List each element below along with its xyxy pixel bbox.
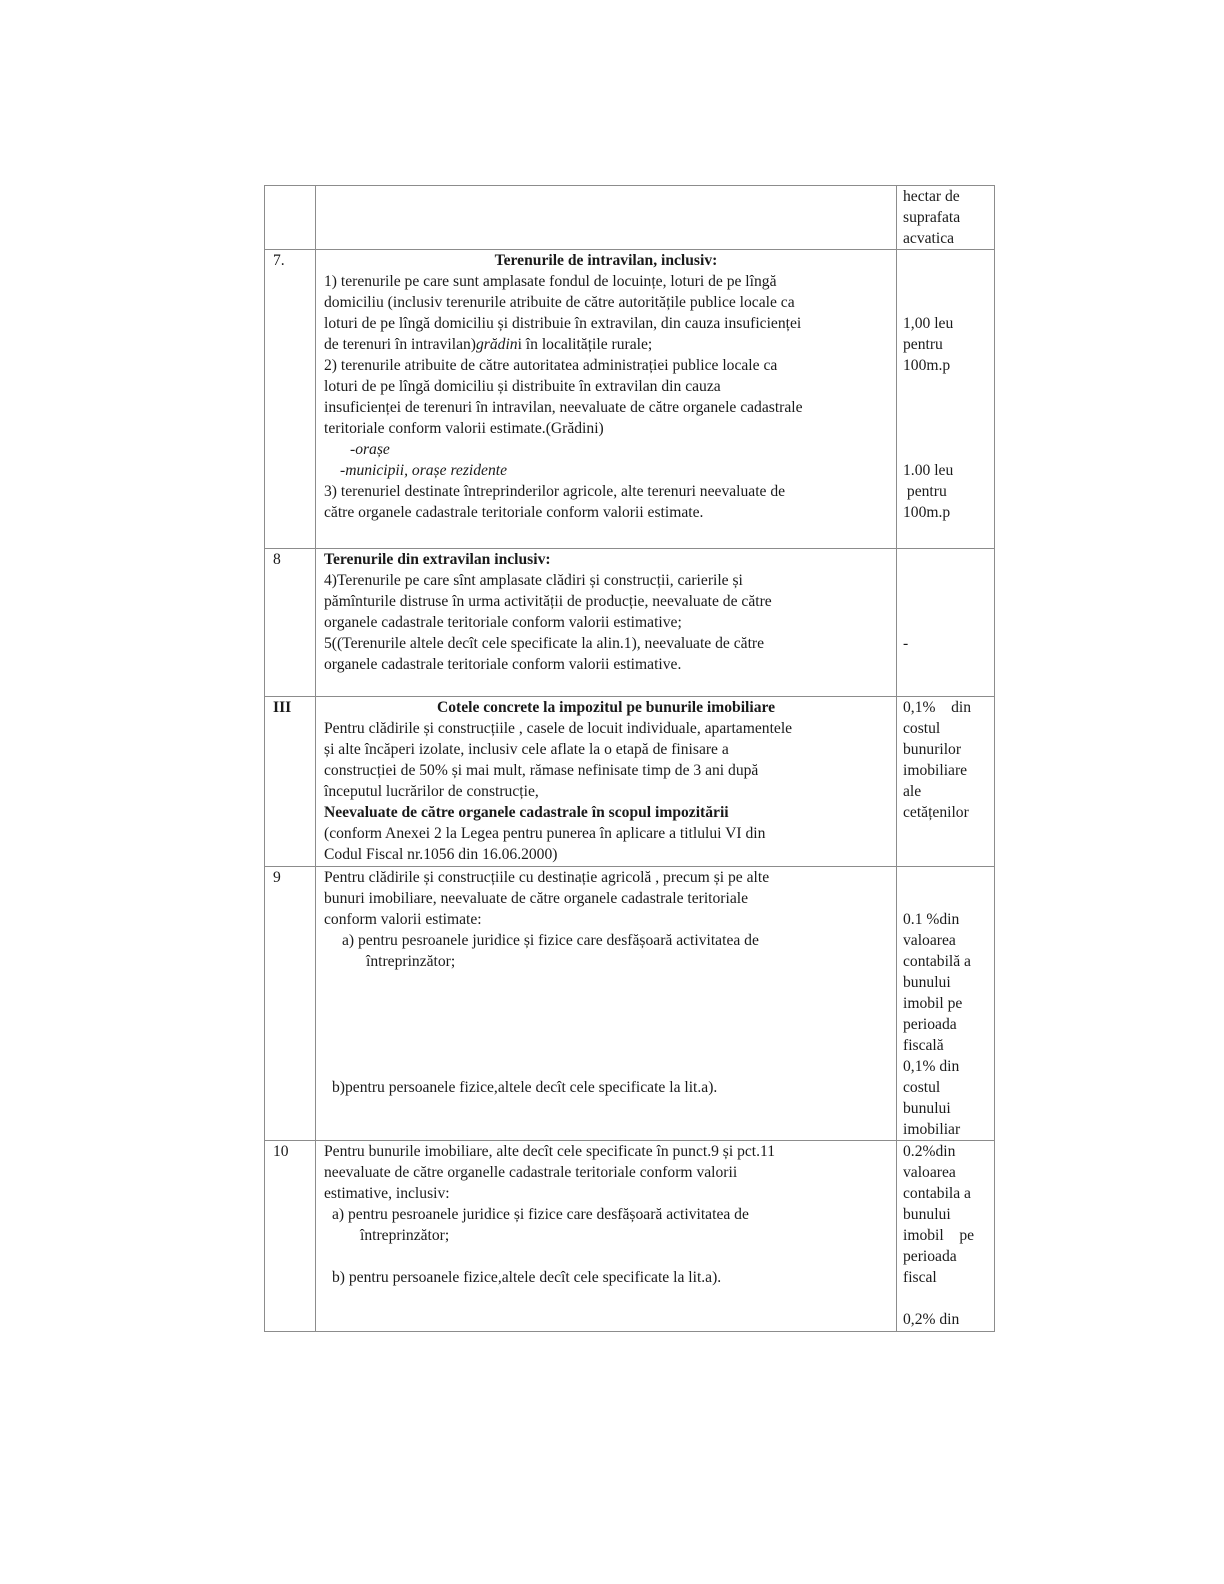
rate-line: contabilă a <box>903 953 971 970</box>
rate-line: imobiliar <box>903 1121 961 1138</box>
text-line: 5((Terenurile altele decît cele specificate la alin.1), neevaluate de către <box>324 635 765 652</box>
text-line: conform valorii estimate: <box>324 911 482 928</box>
text-line: construcției de 50% și mai mult, rămase nefinisate timp de 3 ani după <box>324 762 759 779</box>
text-line: 4)Terenurile pe care sînt amplasate clădiri și construcții, carierile și <box>324 572 743 589</box>
table-row-continuation <box>265 186 995 250</box>
rate-line: 100m.p <box>903 357 951 374</box>
tax-rates-table <box>264 185 995 1332</box>
list-item-a: a) pentru pesroanele juridice și fizice care desfășoară activitatea de <box>332 1206 749 1223</box>
rate-line: bunului <box>903 1100 951 1117</box>
text-line: (conform Anexei 2 la Legea pentru punerea în aplicare a titlului VI din <box>324 825 766 842</box>
table-row-III <box>265 697 995 867</box>
rate-line: 1.00 leu <box>903 462 954 479</box>
table-row-10 <box>265 1141 995 1332</box>
rate-cell <box>897 697 995 867</box>
rate-line: valoarea <box>903 932 956 949</box>
text-line: neevaluate de către organelle cadastrale teritoriale conform valorii <box>324 1164 738 1181</box>
rate-line: pentru <box>903 483 947 500</box>
list-item-a-continued: întreprinzător; <box>360 1227 450 1244</box>
rate-line: cetățenilor <box>903 804 969 821</box>
list-item-a: a) pentru pesroanele juridice și fizice care desfășoară activitatea de <box>342 932 759 949</box>
rate-line: 0,2% din <box>903 1311 960 1328</box>
rate-line: 0,1% din <box>903 1058 960 1075</box>
rate-line: hectar de <box>903 188 960 205</box>
rate-line: ale <box>903 783 922 800</box>
rate-line: 0.1 %din <box>903 911 960 928</box>
italic-line: -municipii, orașe rezidente <box>340 462 508 479</box>
rate-cell <box>897 186 995 250</box>
rate-line: perioada <box>903 1016 957 1033</box>
text-line: 3) terenuriel destinate întreprinderilor agricole, alte terenuri neevaluate de <box>324 483 786 500</box>
section-title: Cotele concrete la impozitul pe bunurile imobiliare <box>436 699 776 716</box>
row-number-cell: 7. <box>265 250 316 549</box>
description-cell <box>316 549 897 697</box>
rate-line: fiscală <box>903 1037 944 1054</box>
rate-line: imobiliare <box>903 762 968 779</box>
description-cell <box>316 186 897 250</box>
text-line: organele cadastrale teritoriale conform valorii estimative; <box>324 614 682 631</box>
list-item-b: b)pentru persoanele fizice,altele decît cele specificate la lit.a). <box>332 1079 718 1096</box>
rate-line: pentru <box>903 336 943 353</box>
rate-cell <box>897 250 995 549</box>
rate-line: bunului <box>903 974 951 991</box>
description-cell <box>316 250 897 549</box>
text-line: 2) terenurile atribuite de către autoritatea administrației publice locale ca <box>324 357 778 374</box>
description-cell <box>316 1141 897 1332</box>
rate-line: contabila a <box>903 1185 971 1202</box>
rate-cell <box>897 1141 995 1332</box>
text-line: începutul lucrărilor de construcție, <box>324 783 539 800</box>
table-row-7 <box>265 250 995 549</box>
text-line: estimative, inclusiv: <box>324 1185 450 1202</box>
row-number-cell: 10 <box>265 1141 316 1332</box>
list-item-b: b) pentru persoanele fizice,altele decît cele specificate la lit.a). <box>332 1269 722 1286</box>
rate-line: - <box>903 635 909 652</box>
text-line: loturi de pe lîngă domiciliu și distribuie în extravilan, din cauza insuficienței <box>324 315 802 332</box>
rate-line: suprafata <box>903 209 961 226</box>
description-cell <box>316 867 897 1141</box>
rate-line: costul <box>903 1079 941 1096</box>
text-line: Pentru bunurile imobiliare, alte decît cele specificate în punct.9 și pct.11 <box>324 1143 776 1160</box>
text-fragment: de terenuri în intravilan) <box>324 336 476 353</box>
section-title: Terenurile din extravilan inclusiv: <box>324 551 551 568</box>
rate-line: 0.2%din <box>903 1143 956 1160</box>
text-line: pămînturile distruse în urma activității de producție, neevaluate de către <box>324 593 772 610</box>
list-item-a-continued: întreprinzător; <box>366 953 456 970</box>
text-line: insuficienței de terenuri în intravilan, neevaluate de către organele cadastrale <box>324 399 803 416</box>
text-line: 1) terenurile pe care sunt amplasate fondul de locuințe, loturi de pe lîngă <box>324 273 777 290</box>
rate-line: costul <box>903 720 941 737</box>
rate-line: perioada <box>903 1248 957 1265</box>
row-number-cell <box>265 186 316 250</box>
row-number-cell: 8 <box>265 549 316 697</box>
rate-line: 0,1% din <box>903 699 972 716</box>
text-fragment: i în localitățile rurale; <box>517 336 653 353</box>
italic-fragment: grădin <box>475 336 518 353</box>
text-line: Pentru clădirile și construcțiile cu destinație agricolă , precum și pe alte <box>324 869 770 886</box>
rate-line: imobil pe <box>903 995 963 1012</box>
text-line: bunuri imobiliare, neevaluate de către organele cadastrale teritoriale <box>324 890 748 907</box>
description-cell <box>316 697 897 867</box>
rate-cell <box>897 867 995 1141</box>
text-line <box>324 334 888 355</box>
row-number-cell: III <box>265 697 316 867</box>
section-title: Terenurile de intravilan, inclusiv: <box>494 252 718 269</box>
text-line: către organele cadastrale teritoriale conform valorii estimate. <box>324 504 704 521</box>
rate-line: acvatica <box>903 230 955 247</box>
text-line: și alte încăperi izolate, inclusiv cele aflate la o etapă de finisare a <box>324 741 729 758</box>
text-line: organele cadastrale teritoriale conform valorii estimative. <box>324 656 682 673</box>
rate-line: 100m.p <box>903 504 951 521</box>
bold-line: Neevaluate de către organele cadastrale în scopul impozitării <box>324 804 729 821</box>
table-row-9 <box>265 867 995 1141</box>
rate-line: 1,00 leu <box>903 315 954 332</box>
text-line: teritoriale conform valorii estimate.(Grădini) <box>324 420 604 437</box>
row-number-cell: 9 <box>265 867 316 1141</box>
rate-line: bunurilor <box>903 741 962 758</box>
rate-line: bunului <box>903 1206 951 1223</box>
rate-line: imobil pe <box>903 1227 975 1244</box>
rate-line: valoarea <box>903 1164 956 1181</box>
text-line: Pentru clădirile și construcțiile , casele de locuit individuale, apartamentele <box>324 720 793 737</box>
text-line: domiciliu (inclusiv terenurile atribuite de către autoritățile publice locale ca <box>324 294 795 311</box>
table-row-8 <box>265 549 995 697</box>
text-line: loturi de pe lîngă domiciliu și distribuite în extravilan din cauza <box>324 378 721 395</box>
text-line: Codul Fiscal nr.1056 din 16.06.2000) <box>324 846 558 863</box>
rate-line: fiscal <box>903 1269 937 1286</box>
rate-cell <box>897 549 995 697</box>
italic-line: -orașe <box>350 441 390 458</box>
